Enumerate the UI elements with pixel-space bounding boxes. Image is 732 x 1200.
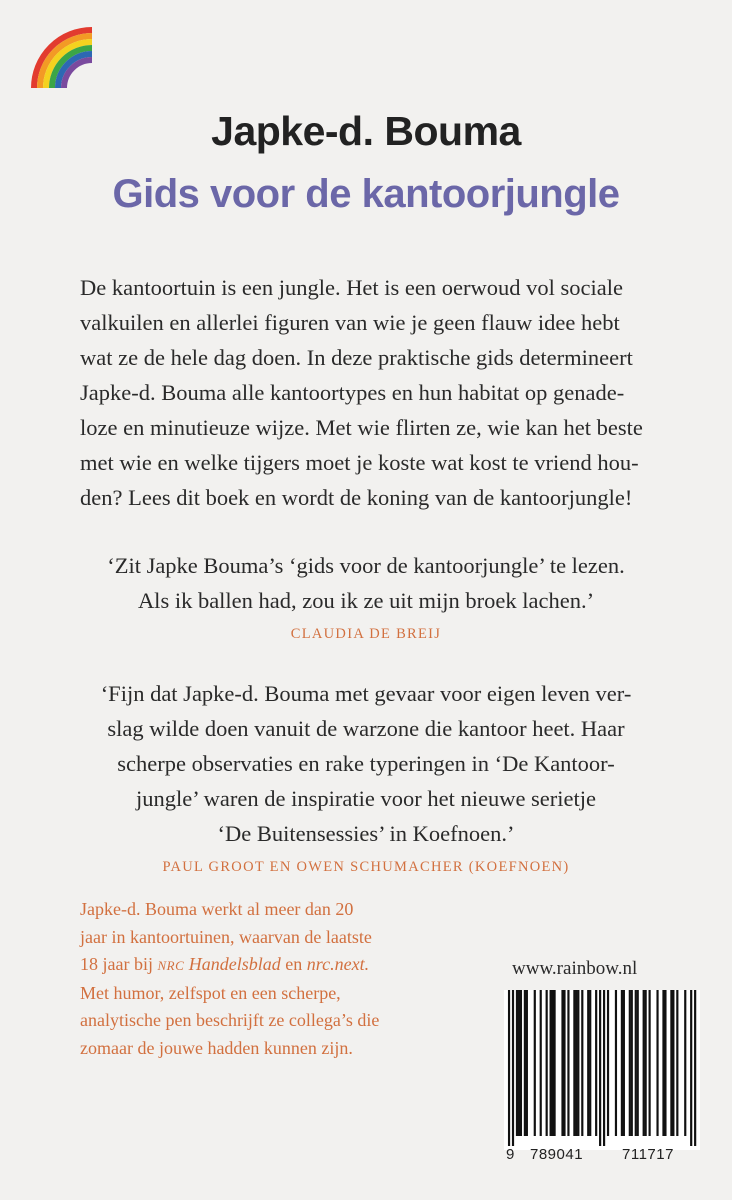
barcode-bar [672,990,674,1136]
barcode-bar [552,990,554,1136]
barcode-bar [690,990,692,1146]
barcode-bar [546,990,548,1136]
book-title: Gids voor de kantoorjungle [112,172,620,216]
blurb-line: Japke-d. Bouma alle kantoortypes en hun habitat op genade- [80,380,625,405]
publisher-website[interactable]: www.rainbow.nl [512,958,638,979]
barcode-bar [553,990,555,1136]
quote-line: ‘Zit Japke Bouma’s ‘gids voor de kantoorjungle’ te lezen. [107,553,625,578]
barcode-bar [694,990,696,1146]
blurb-line: den? Lees dit boek en wordt de koning van de kantoorjungle! [80,485,633,510]
blurb-text [80,270,670,515]
quote-line: jungle’ waren de inspiratie voor het nieuwe serietje [135,786,597,811]
barcode-bar [676,990,678,1136]
barcode-bar [520,990,522,1136]
barcode-bar [518,990,520,1136]
nrc-abbrev: NRC [157,958,185,973]
barcode-bars [504,990,700,1146]
barcode-bar [615,990,617,1136]
barcode-bar [631,990,633,1136]
barcode-bar [516,990,518,1136]
barcode-bar [540,990,542,1136]
barcode-bar [643,990,645,1136]
barcode-bar [684,990,686,1136]
handelsblad-name: Handelsblad [188,954,281,974]
blurb-line: De kantoortuin is een jungle. Het is een oerwoud vol sociale [80,275,623,300]
quote-line: ‘De Buitensessies’ in Koefnoen.’ [217,821,515,846]
barcode-bar [621,990,623,1136]
barcode-bar [645,990,647,1136]
barcode-bar [664,990,666,1136]
quote-line: scherpe observaties en rake typeringen in ‘De Kantoor- [117,751,615,776]
barcode-bar [623,990,625,1136]
bio-line: Met humor, zelfspot en een scherpe, [80,982,341,1003]
barcode-bar [607,990,609,1136]
bio-line: Japke-d. Bouma werkt al meer dan 20 [80,899,354,919]
quote-attribution: PAUL GROOT EN OWEN SCHUMACHER (KOEFNOEN) [162,859,570,875]
barcode-bar [656,990,658,1136]
barcode-bar [526,990,528,1136]
barcode-bar [581,990,583,1136]
blurb-line: met wie en welke tijgers moet je koste wat kost te vriend hou- [80,450,639,475]
barcode-bar [524,990,526,1136]
barcode-bar [599,990,601,1146]
barcode-bar [550,990,552,1136]
bio-line: jaar in kantoortuinen, waarvan de laatste [80,926,372,947]
barcode-bar [635,990,637,1136]
barcode [504,990,700,1150]
barcode-bar [573,990,575,1136]
barcode-first-digit: 9 [506,1146,515,1163]
quote-line: slag wilde doen vanuit de warzone die kantoor heet. Haar [107,716,625,741]
bio-text: en [280,954,307,974]
barcode-bar [595,990,597,1136]
blurb-line: valkuilen en allerlei figuren van wie je geen flauw idee hebt [80,310,620,335]
bio-line: analytische pen beschrijft ze collega’s die [80,1010,380,1030]
barcode-bar [575,990,577,1136]
quote-attribution: CLAUDIA DE BREIJ [290,626,442,642]
barcode-bar [508,990,510,1146]
barcode-right-group: 711717 [622,1146,674,1163]
barcode-bar [563,990,565,1136]
barcode-bar [512,990,514,1146]
author-bio [80,896,520,1062]
barcode-bar [534,990,536,1136]
bio-text: 18 jaar bij [80,954,158,974]
quote-line: Als ik ballen had, zou ik ze uit mijn broek lachen.’ [137,588,595,613]
barcode-bar [567,990,569,1136]
barcode-bar [603,990,605,1146]
barcode-bar [587,990,589,1136]
author-name: Japke-d. Bouma [211,108,521,154]
nrc-next-name: nrc.next. [306,954,370,974]
barcode-bar [589,990,591,1136]
barcode-bar [670,990,672,1136]
quote-koefnoen [40,676,692,879]
barcode-bar [577,990,579,1136]
barcode-left-group: 789041 [530,1146,584,1163]
rainbow-icon [28,26,98,90]
bio-line: zomaar de jouwe hadden kunnen zijn. [80,1037,353,1058]
blurb-line: loze en minutieuze wijze. Met wie flirten ze, wie kan het beste [80,415,643,440]
quote-claudia [40,548,692,646]
barcode-bar [637,990,639,1136]
barcode-bar [561,990,563,1136]
barcode-bar [649,990,651,1136]
quote-line: ‘Fijn dat Japke-d. Bouma met gevaar voor eigen leven ver- [100,681,632,706]
bio-line [80,951,520,980]
barcode-bar [662,990,664,1136]
blurb-line: wat ze de hele dag doen. In deze praktische gids determineert [80,345,633,370]
barcode-bar [629,990,631,1136]
